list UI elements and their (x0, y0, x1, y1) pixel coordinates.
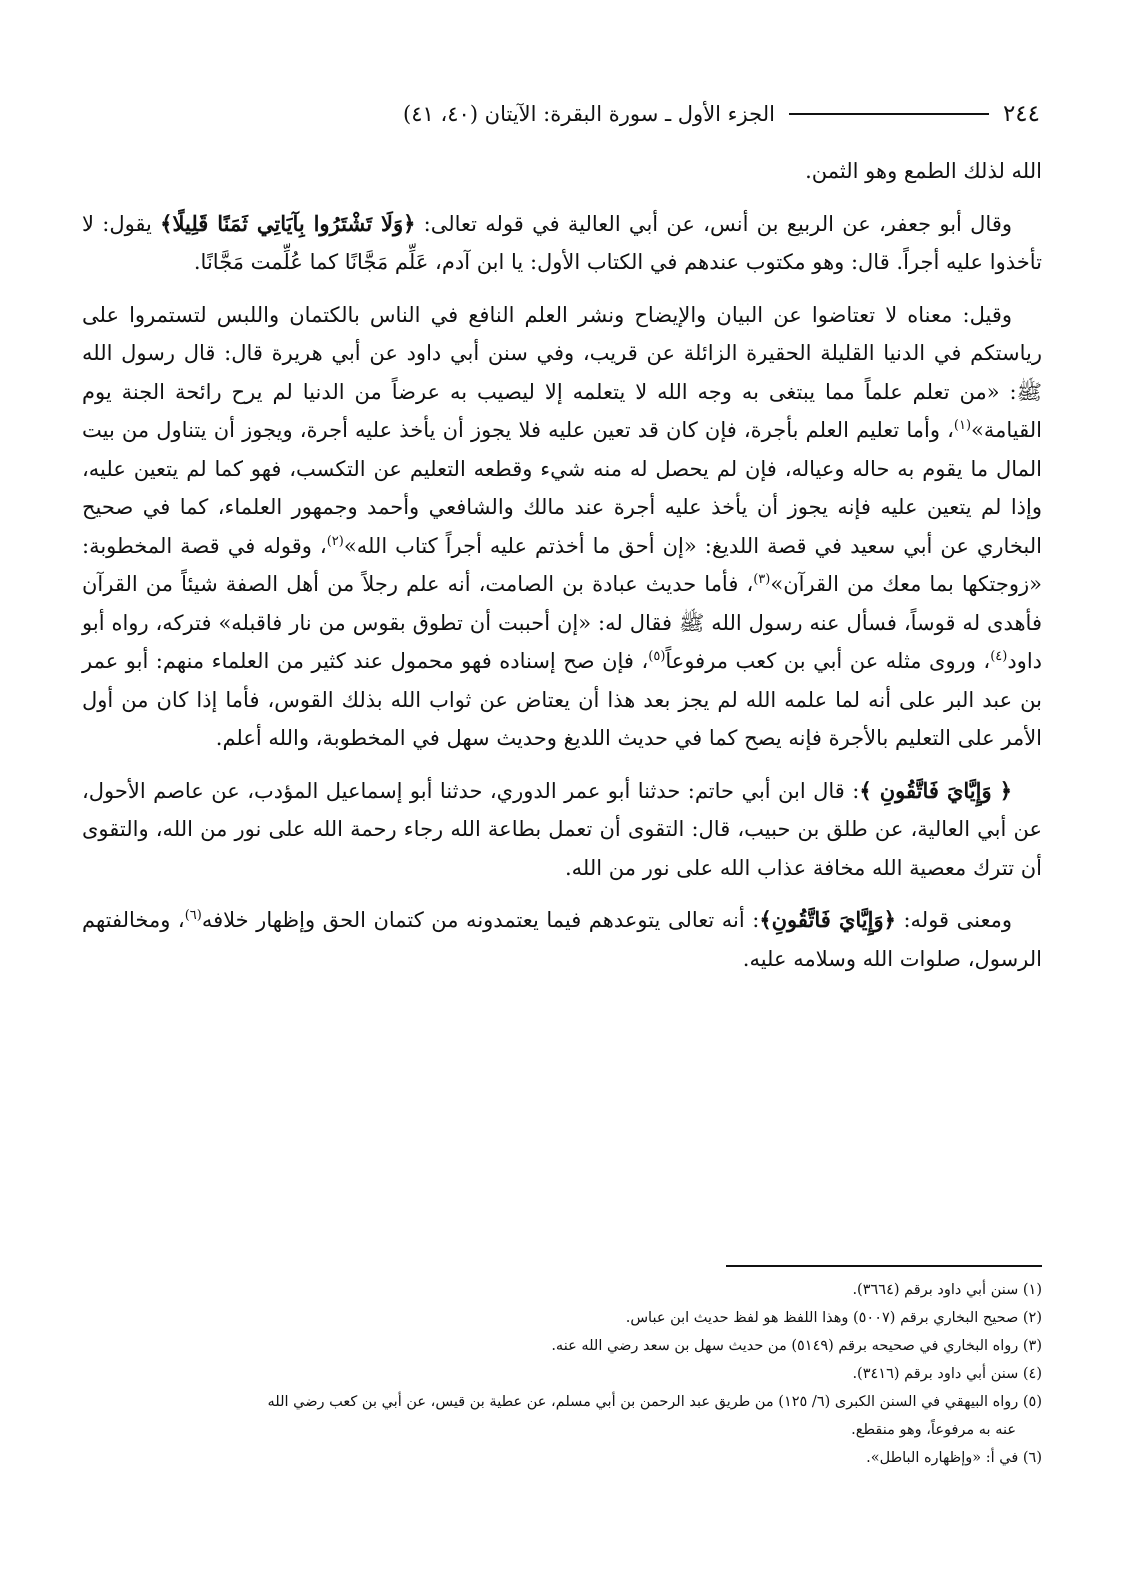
footnote-5-continued: عنه به مرفوعاً، وهو منقطع. (851, 1422, 1016, 1438)
footnote-ref: (٦) (184, 908, 202, 923)
paragraph-1 (82, 152, 1042, 191)
page-number: ٢٤٤ (1002, 101, 1040, 127)
running-title: الجزء الأول ـ سورة البقرة: الآيتان (٤٠، ٤١) (403, 102, 775, 126)
paragraph-text: ، وقوله في قصة المخطوبة: «زوجتكها بما معك من القرآن» (82, 533, 1042, 596)
footnotes (82, 1276, 1042, 1472)
footnote-ref: (٣) (753, 572, 771, 587)
main-text (82, 152, 1042, 992)
footnote-ref: (٥) (648, 649, 666, 664)
paragraph-3 (82, 296, 1042, 758)
footnote-3: (٣) رواه البخاري في صحيحه برقم (٥١٤٩) من حديث سهل بن سعد رضي الله عنه. (551, 1338, 1042, 1354)
paragraph-4 (82, 772, 1042, 888)
footnote-ref: (٤) (990, 649, 1008, 664)
header-rule (789, 113, 989, 115)
paragraph-text: وقيل: معناه لا تعتاضوا عن البيان والإيضاح ونشر العلم النافع في الناس بالكتمان واللبس لتستمروا على رياستكم في الدنيا القليلة الحقيرة الزائلة عن قريب، وفي سنن أبي داود عن أبي هريرة قال: قال رسول الله ﷺ: «من تعلم علماً مما يبتغى به وجه الله لا يتعلمه إلا ليصيب به عرضاً من الدنيا لم يرح رائحة الجنة يوم القيامة» (82, 302, 1042, 442)
quran-quote: ﴿ وَإِيَّايَ فَاتَّقُونِ ﴾ (859, 777, 1012, 803)
footnote-4: (٤) سنن أبي داود برقم (٣٤١٦). (852, 1366, 1042, 1382)
paragraph-text: : قال ابن أبي حاتم: حدثنا أبو عمر الدوري، حدثنا أبو إسماعيل المؤدب، عن عاصم الأحول، عن أبي العالية، عن طلق بن حبيب، قال: التقوى أن تعمل بطاعة الله رجاء رحمة الله على نور من الله، والتقوى أن تترك معصية الله مخافة عذاب الله على نور من الله. (82, 778, 1042, 880)
quran-quote: ﴿وَإِيَّايَ فَاتَّقُونِ﴾ (759, 907, 896, 932)
footnote-1: (١) سنن أبي داود برقم (٣٦٦٤). (852, 1282, 1042, 1298)
paragraph-2 (82, 205, 1042, 282)
running-header (80, 96, 1040, 132)
paragraph-text: ومعنى قوله: (895, 908, 1012, 932)
footnote-5: (٥) رواه البيهقي في السنن الكبرى (٦/ ١٢٥) من طريق عبد الرحمن بن أبي مسلم، عن عطية بن قيس، عن أبي بن كعب رضي الله (267, 1394, 1042, 1410)
quran-quote: ﴿وَلَا تَشْتَرُوا بِآيَاتِي ثَمَنًا قَلِيلًا﴾ (160, 210, 416, 236)
paragraph-text: ، وروى مثله عن أبي بن كعب مرفوعاً (665, 649, 991, 673)
paragraph-text: ، ومخالفتهم الرسول، صلوات الله وسلامه عليه. (82, 908, 1042, 971)
footnote-ref: (٢) (326, 533, 344, 549)
paragraph-text: يقول: لا تأخذوا عليه أجراً. قال: وهو مكتوب عندهم في الكتاب الأول: يا ابن آدم، عَلِّم مَجَّانًا كما عُلِّمت مَجَّانًا. (82, 211, 1042, 274)
footnote-6: (٦) في أ: «وإظهاره الباطل». (866, 1450, 1042, 1466)
footnote-separator (726, 1265, 1042, 1267)
paragraph-text: : أنه تعالى يتوعدهم فيما يعتمدونه من كتمان الحق وإظهار خلافه (201, 908, 760, 932)
paragraph-text: ، فأما حديث عبادة بن الصامت، أنه علم رجلاً من أهل الصفة شيئاً من القرآن فأهدى له قوساً، فسأل عنه رسول الله ﷺ فقال له: «إن أحببت أن تطوق بقوس من نار فاقبله» فتركه، رواه أبو داود (82, 572, 1043, 673)
footnote-2: (٢) صحيح البخاري برقم (٥٠٠٧) وهذا اللفظ هو لفظ حديث ابن عباس. (625, 1310, 1042, 1326)
paragraph-text: الله لذلك الطمع وهو الثمن. (805, 159, 1042, 183)
paragraph-5 (82, 901, 1042, 978)
footnote-ref: (١) (953, 418, 972, 433)
paragraph-text: ، وأما تعليم العلم بأجرة، فإن كان قد تعين عليه فلا يجوز أن يأخذ عليه أجرة، ويجوز أن يتناول من بيت المال ما يقوم به حاله وعياله، فإن لم يحصل له منه شيء وقطعه التعليم عن التكسب، فهو كما لم يتعين عليه، وإذا لم يتعين عليه فإنه يجوز أن يأخذ عليه أجرة عند مالك والشافعي وأحمد وجمهور العلماء، كما في صحيح البخاري عن أبي سعيد في قصة اللديغ: «إن أحق ما أخذتم عليه أجراً كتاب الله» (82, 418, 1042, 558)
paragraph-text: ، فإن صح إسناده فهو محمول عند كثير من العلماء منهم: أبو عمر بن عبد البر على أنه لما علمه الله لم يجز بعد هذا أن يعتاض عن ثواب الله بذلك القوس، فأما إذا كان من أول الأمر على التعليم بالأجرة فإنه يصح كما في حديث اللديغ وحديث سهل في المخطوبة، والله أعلم. (82, 649, 1042, 750)
paragraph-text: وقال أبو جعفر، عن الربيع بن أنس، عن أبي العالية في قوله تعالى: (415, 211, 1012, 236)
